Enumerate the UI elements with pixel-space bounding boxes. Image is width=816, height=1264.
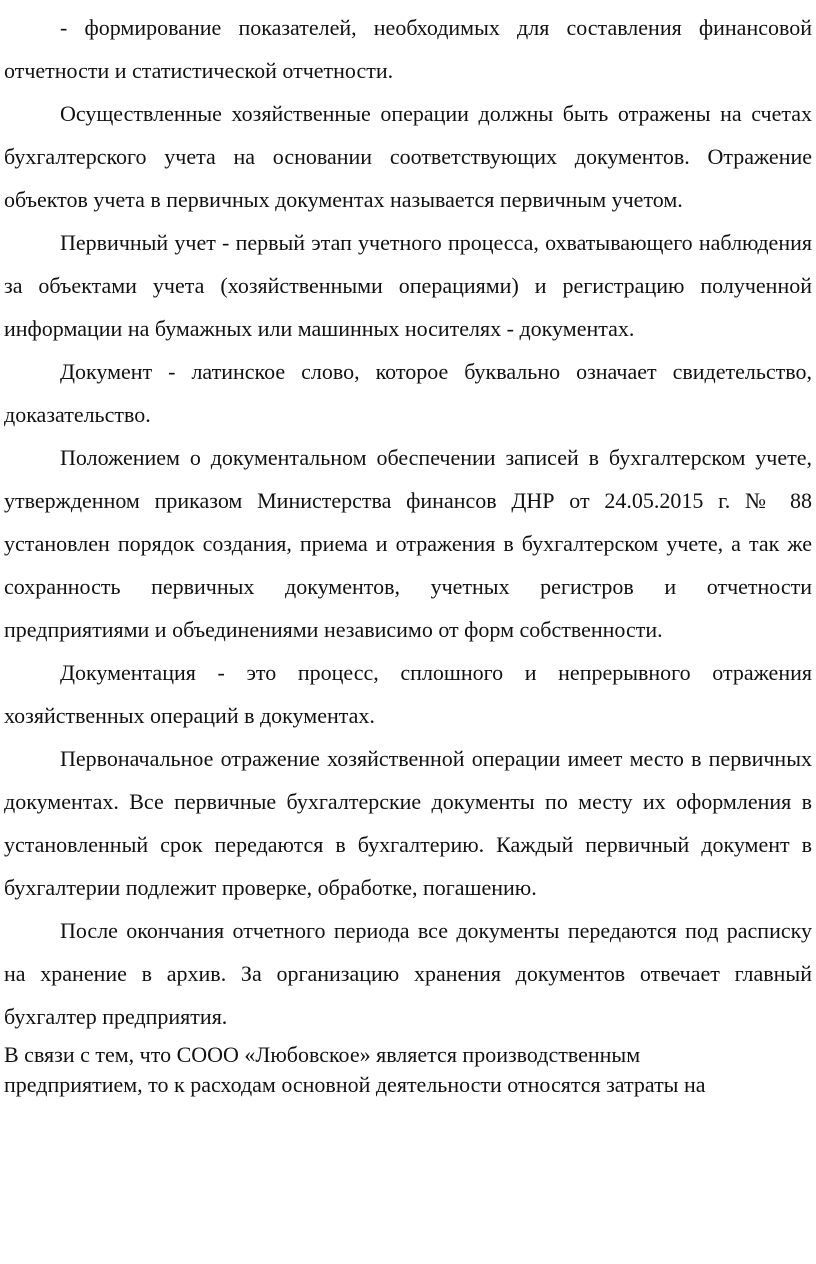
- document-body: [4, 6, 812, 1038]
- paragraph-operations: Осуществленные хозяйственные операции должны быть отражены на счетах бухгалтерского учета на основании соответствующих документов. Отражение объектов учета в первичных документах называется первичным учетом.: [4, 101, 812, 212]
- paragraph-indicators: - формирование показателей, необходимых для составления финансовой отчетности и статистической отчетности.: [4, 15, 812, 83]
- document-tail: [4, 1040, 812, 1100]
- paragraph-initial-reflection: Первоначальное отражение хозяйственной операции имеет место в первичных документах. Все первичные бухгалтерские документы по месту их оформления в установленный срок передаются в бухгалтерию. Каждый первичный документ в бухгалтерии подлежит проверке, обработке, погашению.: [4, 746, 812, 900]
- paragraph-primary-accounting: Первичный учет - первый этап учетного процесса, охватывающего наблюдения за объектами учета (хозяйственными операциями) и регистрацию полученной информации на бумажных или машинных носителях - документах.: [4, 230, 812, 341]
- paragraph-regulation: Положением о документальном обеспечении записей в бухгалтерском учете, утвержденном приказом Министерства финансов ДНР от 24.05.2015 г. № 88 установлен порядок создания, приема и отражения в бухгалтерском учете, а так же сохранность первичных документов, учетных регистров и отчетности предприятиями и объединениями независимо от форм собственности.: [4, 445, 812, 642]
- paragraph-documentation: Документация - это процесс, сплошного и непрерывного отражения хозяйственных операций в документах.: [4, 660, 812, 728]
- paragraph-archive: После окончания отчетного периода все документы передаются под расписку на хранение в архив. За организацию хранения документов отвечает главный бухгалтер предприятия.: [4, 918, 812, 1029]
- paragraph-document-definition: Документ - латинское слово, которое буквально означает свидетельство, доказательство.: [4, 359, 812, 427]
- tail-line: предприятием, то к расходам основной деятельности относятся затраты на: [4, 1072, 706, 1097]
- tail-line: В связи с тем, что СООО «Любовское» является производственным: [4, 1042, 641, 1067]
